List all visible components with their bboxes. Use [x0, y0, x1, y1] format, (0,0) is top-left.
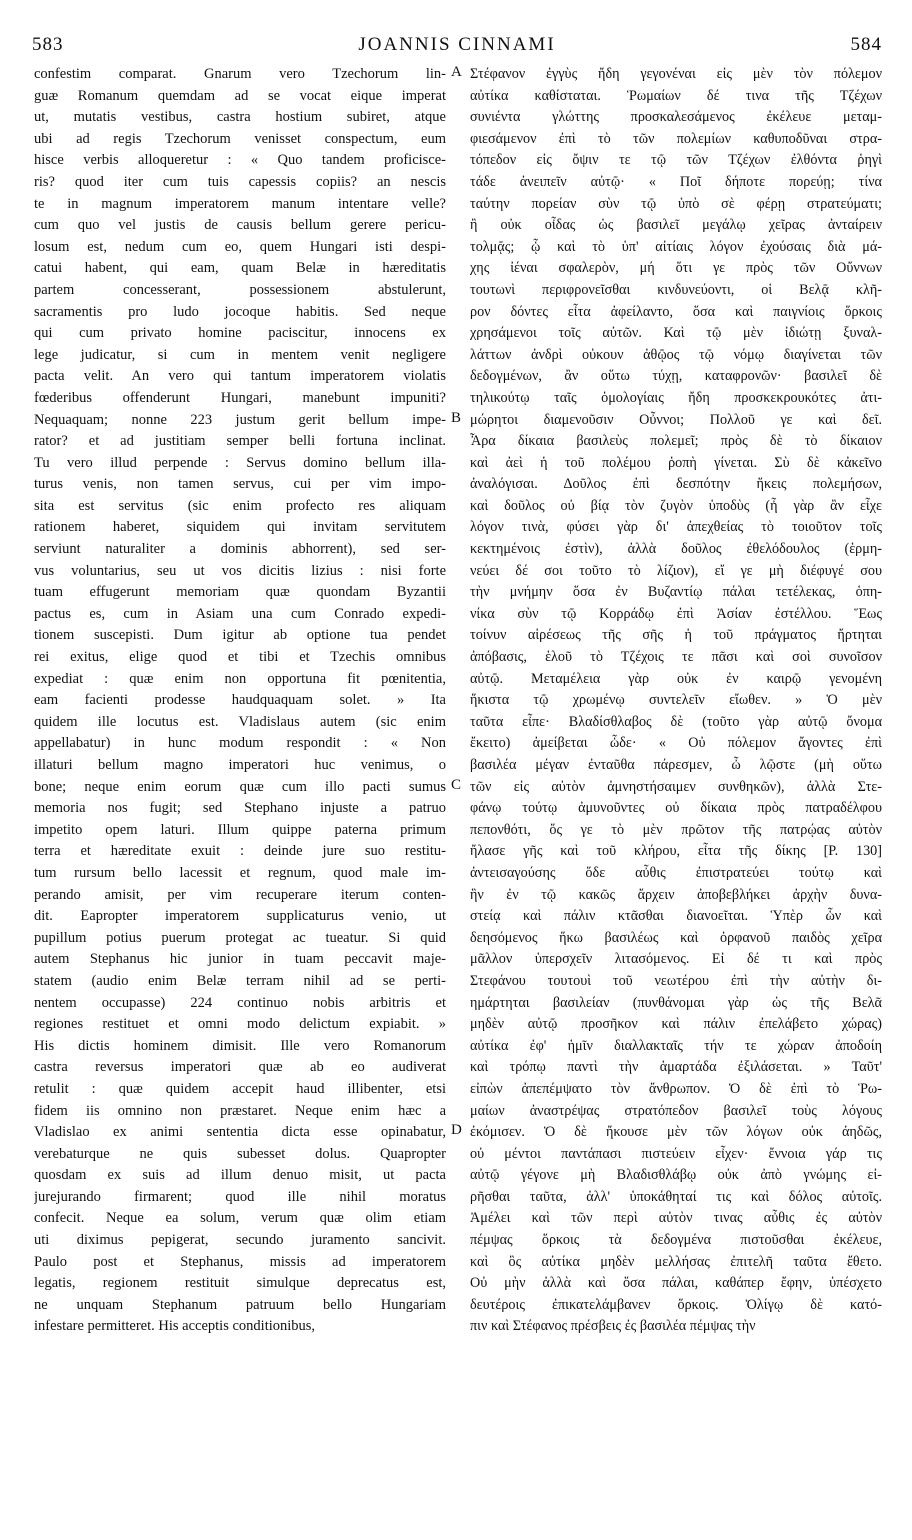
text-line: lege judicatur, si cum in mentem venit negligere: [34, 346, 446, 363]
text-line: sacramentis pro ludo jocoque habitis. Sed neque: [34, 303, 446, 320]
text-line: cum quo vel justis de causis bellum gerere pericu-: [34, 217, 446, 234]
text-line: τηλικούτῳ ταῖς ὁμολογίαις ἤδη προσκεκρουκότες ἀτι-: [470, 389, 882, 406]
text-line: φιεσάμενον ἐπὶ τὸ τῶν πολεμίων καθυποδῦναι στρα-: [470, 130, 882, 147]
text-line: appellabatur) in hunc modum respondit : « Non: [34, 735, 446, 752]
text-line: regiones restituet et omni modo delictum expiabit. »: [34, 1016, 446, 1033]
text-line: pactus es, cum in Asiam una cum Conrado expedi-: [34, 605, 446, 622]
text-line: αὐτίκα καθίσταται. Ῥωμαίων δέ τινα τῆς Τζέχων: [470, 87, 882, 104]
text-line: ἐκόμισεν. Ὁ δὲ ἤκουσε μὲν τῶν λόγων οὐκ ἀηδῶς,: [470, 1124, 882, 1141]
text-line: te in magnum imperatorem manum intentare velle?: [34, 195, 446, 212]
text-line: ρον δόντες εἶτα ἀφείλαντο, ὅσα καὶ παιγνίοις ὅρκοις: [470, 303, 882, 320]
text-line: φάνῳ τούτῳ ἀμυνοῦντες οὐ δίκαια πρὸς πατραδέλφου: [470, 800, 882, 817]
text-line: συνιέντα γλώττης προσκαλεσάμενος ἐκέλευε μεταμ-: [470, 109, 882, 126]
text-line: jurejurando firmarent; quod ille nihil moratus: [34, 1188, 446, 1205]
text-line: retulit : quæ quidem accepit haud illibenter, etsi: [34, 1080, 446, 1097]
text-line: eam facienti prodesse haudquaquam solet. » Ita: [34, 692, 446, 709]
text-line: Vladislao ex animi sententia dicta esse opinabatur,: [34, 1124, 446, 1141]
text-line: πεπονθότι, ὅς γε τὸ μὲν πρῶτον τῆς πατρῴας αὐτὸν: [470, 821, 882, 838]
text-line: bone; neque enim eorum quæ cum illo pacti sumus: [34, 778, 446, 795]
text-line: ἀπόβασις, ἑλοῦ τὸ Τζέχοις τε πᾶσι καὶ σοὶ συνοῖσον: [470, 649, 882, 666]
text-line: ut, mutatis vestibus, castra hostium subiret, atque: [34, 109, 446, 126]
text-line: dit. Eapropter imperatorem supplicaturus venio, ut: [34, 908, 446, 925]
text-line: expediat : quæ enim non opportuna fit pœnitentia,: [34, 670, 446, 687]
text-line: pacta velit. An vero qui tantum imperatorem violatis: [34, 368, 446, 385]
text-line: τουτωνὶ περιφρονεῖσθαι κινδυνεύοντι, οἱ Βελᾷ κλῆ-: [470, 281, 882, 298]
page-header: [32, 34, 882, 64]
text-line: tum rursum bello lacessit et regnum, quod male im-: [34, 864, 446, 881]
margin-marker-c: C: [451, 777, 462, 793]
text-line: Ἀμέλει καὶ τῶν περὶ αὐτὸν τινας αὖθις ἐς αὐτὸν: [470, 1210, 882, 1227]
text-line: εἰπὼν ἀπεπέμψατο τὸν ἄνθρωπον. Ὁ δὲ ἐπὶ τὸ Ῥω-: [470, 1080, 882, 1097]
text-line: τάδε ἀνειπεῖν αὐτῷ· « Ποῖ δήποτε πορεύῃ; τίνα: [470, 173, 882, 190]
greek-column: [470, 64, 882, 1338]
text-line: στείᾳ καὶ πάλιν κτᾶσθαι διανοεῖται. Ὑπὲρ ὧν καὶ: [470, 908, 882, 925]
text-line: μᾶλλον ὑπερσχεῖν λιτασόμενος. Εἰ δέ τι καὶ πρὸς: [470, 951, 882, 968]
text-line: τόπεδον εἰς ὄψιν τε τῷ τῶν Τζέχων ἐλθόντα ῥηγὶ: [470, 152, 882, 169]
text-line: ρῆσθαι ταῦτα, ἀλλ' ὑποκάθηταί τις καὶ δόλος αὐτοῖς.: [470, 1188, 882, 1205]
text-line: pupillum potius puerum protegat ac tueatur. Si quid: [34, 929, 446, 946]
text-line: ἔκειτο) ἀμείβεται ὧδε· « Οὐ πόλεμον ἄγοντες ἐπὶ: [470, 735, 882, 752]
text-line: καὶ ὃς αὐτίκα μηδὲν μελλήσας ἐπιτελῆ ταῦτα ἔθετο.: [470, 1253, 882, 1270]
text-line: nentem occupasse) 224 continuo nobis arbitris et: [34, 994, 446, 1011]
text-line: μηδὲν αὐτῷ προσῆκον καὶ πάλιν ἐπελάβετο χώρας): [470, 1016, 882, 1033]
text-line: οὐ μέντοι παντάπασι πιστεύειν εἶχεν· ἔννοια γάρ τις: [470, 1145, 882, 1162]
text-line: αὐτῷ γέγονε μὴ Βλαδισθλάβῳ οὐκ ἀπὸ γνώμης εἰ-: [470, 1167, 882, 1184]
text-line: rei exitus, elige quod et tibi et Tzechis omnibus: [34, 649, 446, 666]
text-line: rator? et ad justitiam semper belli fortuna inclinat.: [34, 433, 446, 450]
text-line: τὴν μνήμην ὅσα ἐν Βυζαντίῳ πάλαι τετέλεκας, ὁπη-: [470, 584, 882, 601]
text-line: ne unquam Stephanum patruum bello Hungariam: [34, 1296, 446, 1313]
page-number-left: 583: [32, 34, 64, 55]
text-line: ταῦτα εἶπε· Βλαδίσθλαβος δὲ (τοῦτο γὰρ αὐτῷ ὄνομα: [470, 713, 882, 730]
latin-column: [34, 64, 446, 1338]
text-line: ἤλασε γῆς καὶ τοῦ κλήρου, εἶτα τῆς δίκης [P. 130]: [470, 843, 882, 860]
text-line: terra et hæreditate exuit : deinde jure suo restitu-: [34, 843, 446, 860]
text-line: ἀντεισαγούσης ὅδε αὖθις ἐπιστρατεύει τούτῳ καὶ: [470, 864, 882, 881]
text-line: καὶ δοῦλος οὐ βίᾳ τὸν ζυγὸν ὑποδὺς (ἦ γὰρ ἂν εἶχε: [470, 497, 882, 514]
text-line: κεκτημένοις ἐστὶν), ἀλλὰ δοῦλος ἐθελόδουλος (ἑρμη-: [470, 541, 882, 558]
text-line: Ἆρα δίκαια βασιλεὺς πολεμεῖ; πρὸς δὲ τὸ δίκαιον: [470, 433, 882, 450]
text-line: guæ Romanum quemdam ad se vocat eique imperat: [34, 87, 446, 104]
text-line: quosdam ex suis ad illum denuo misit, ut pacta: [34, 1167, 446, 1184]
text-line: χης ἰέναι σφαλερὸν, μή ὅτι γε πρὸς τῶν Οὔννων: [470, 260, 882, 277]
text-line: fidem iis omnino non præstaret. Neque enim hæc a: [34, 1102, 446, 1119]
text-line: ἢ οὐκ οἶδας ὡς βασιλεῖ μεγάλῳ χεῖρας ἀνταίρειν: [470, 217, 882, 234]
text-line: τῶν εἰς αὐτὸν ἀμνηστήσαιμεν συνθηκῶν), ἀλλὰ Στε-: [470, 778, 882, 795]
text-line: partem concesserant, possessionem abstulerunt,: [34, 281, 446, 298]
text-line: impetito opem laturi. Illum quippe paterna primum: [34, 821, 446, 838]
text-line: Στεφάνου τουτουὶ τοῦ νεωτέρου ἐπὶ τὴν αὐτὴν δι-: [470, 972, 882, 989]
text-line: λόγον τινὰ, φύσει γὰρ δι' ἀπεχθείας τὸ τοιοῦτον τοῖς: [470, 519, 882, 536]
text-line: ubi ad regis Tzechorum venisset conspectum, eum: [34, 130, 446, 147]
text-line: illaturi bellum magno imperatori huc venimus, o: [34, 757, 446, 773]
text-line: Nequaquam; nonne 223 justum gerit bellum impe-: [34, 411, 446, 428]
page-number-right: 584: [850, 34, 882, 55]
text-line: tuam effugerunt memoriam quæ quondam Byzantii: [34, 584, 446, 601]
text-line: quidem ille locutus est. Vladislaus autem (sic enim: [34, 713, 446, 730]
text-line: losum est, nedum cum eo, quem Hungari isti despi-: [34, 238, 446, 255]
text-line: hisce verbis alloqueretur : « Quo tandem proficisce-: [34, 152, 446, 169]
text-line: serviunt naturaliter a dominis abhorrent), sed ser-: [34, 541, 446, 558]
text-line: καὶ ἀεὶ ἡ τοῦ πολέμου ῥοπὴ γίνεται. Σὺ δὲ κἀκεῖνο: [470, 454, 882, 471]
text-line: δευτέροις ἐπικατελάμβανεν ὅρκοις. Ὀλίγῳ δὲ κατό-: [470, 1296, 882, 1313]
text-line: χρησάμενοι τοῖς αὐτῶν. Καὶ τῷ μὲν ἰδιώτῃ ξυναλ-: [470, 325, 882, 342]
text-line: vus voluntarius, seu ut vos dicitis lizius : nisi forte: [34, 562, 446, 579]
text-line: ταύτην πορείαν σὺν τῷ ὑπὸ σὲ φέρῃ στρατεύματι;: [470, 195, 882, 212]
text-line: verebaturque ne quis subesset dolus. Quapropter: [34, 1145, 446, 1162]
running-head: JOANNIS CINNAMI: [358, 34, 556, 55]
text-line: τολμᾷς; ᾧ καὶ τὸ ὑπ' αἰτίαις λόγον ἐχούσαις διὰ μά-: [470, 238, 882, 255]
text-line: μώρητοι διαμενοῦσιν Οὖννοι; Πολλοῦ γε καὶ δεῖ.: [470, 411, 882, 428]
text-line: memoria nos fugit; sed Stephano injuste a patruo: [34, 800, 446, 817]
text-line: castra reversus imperatori quæ ab eo audiverat: [34, 1059, 446, 1076]
text-line: δεησόμενος ἥκω βασιλέως καὶ ὀρφανοῦ παιδὸς χεῖρα: [470, 929, 882, 946]
text-line: ris? quod iter cum tuis capessis copiis? an nescis: [34, 173, 446, 190]
text-line: Tu vero illud perpende : Servus domino bellum illa-: [34, 454, 446, 471]
text-line: statem (audio enim Belæ terram nihil ad se perti-: [34, 972, 446, 989]
text-line: turus venis, non tamen servus, cui per vim impo-: [34, 476, 446, 493]
text-line: ημάρτηται βασιλείαν (πυνθάνομαι γὰρ ὡς τῆς Βελᾶ: [470, 994, 882, 1011]
text-line: rationem haberet, siquidem qui invitam servitutem: [34, 519, 446, 536]
text-line: Στέφανον ἐγγὺς ἤδη γεγονέναι εἰς μὲν τὸν πόλεμον: [470, 66, 882, 82]
margin-marker-a: A: [451, 64, 462, 80]
text-line: ἥκιστα τῷ χρωμένῳ συντελεῖν εἴωθεν. » Ὁ μὲν: [470, 692, 882, 709]
text-line: μαίων ἀναστρέψας στρατόπεδον βασιλεῖ τοὺς λόγους: [470, 1102, 882, 1119]
text-line: fœderibus offenderunt Hungari, manebunt impuniti?: [34, 389, 446, 406]
text-line: perando amisit, per vim recuperare iterum conten-: [34, 886, 446, 903]
text-line: νεύει δέ σοι τοῦτο τὸ λίζιον), εἴ γε μὴ διέφυγέ σου: [470, 562, 882, 579]
text-line: tionem suscepisti. Dum igitur ab optione tua pendet: [34, 627, 446, 644]
text-line: ἣν ἐν τῷ κακῶς ἄρχειν ἀποβεβλήκει ἀρχὴν δυνα-: [470, 886, 882, 903]
text-line: δεδογμένων, ἂν οὕτω τύχῃ, καταφρονῶν· βασιλεῖ δὲ: [470, 368, 882, 385]
text-line: sita est servitus (sic enim profecto res aliquam: [34, 497, 446, 514]
text-line: autem Stephanus hic junior in tuam peccavit maje-: [34, 951, 446, 968]
margin-marker-d: D: [451, 1122, 462, 1138]
text-line: confestim comparat. Gnarum vero Tzechorum lin-: [34, 66, 446, 82]
text-line: ἀναλόγισαι. Δοῦλος ἐπὶ δεσπότην ἥκεις πολεμήσων,: [470, 476, 882, 493]
text-line: πιν καὶ Στέφανος πρέσβεις ἐς βασιλέα πέμψας τὴν: [470, 1318, 756, 1335]
text-line: λάττων ἀνδρὶ οὐκουν ἀθῷος τῷ νόμῳ διαγίνεται τῶν: [470, 346, 882, 363]
text-line: uti diximus pepigerat, secundo juramento sancivit.: [34, 1232, 446, 1249]
text-line: πέμψας ὅρκοις τὰ δεδογμένα πιστοῦσθαι ἐκέλευε,: [470, 1232, 882, 1249]
text-line: αὐτῷ. Μεταμέλεια γὰρ οὐκ ἐν καιρῷ γενομένη: [470, 670, 882, 687]
text-line: catui habent, qui eam, quam Belæ in hæreditatis: [34, 260, 446, 277]
text-line: His dictis hominem dimisit. Ille vero Romanorum: [34, 1037, 446, 1054]
text-line: Οὐ μὴν ἀλλὰ καὶ ὅσα πάλαι, καθάπερ ἔφην, ὑπέσχετο: [470, 1275, 882, 1292]
text-line: confecit. Neque ea solum, verum quæ olim etiam: [34, 1210, 446, 1227]
text-line: βασιλέα μέγαν ἐνταῦθα πάρεσμεν, ὦ λῷστε (μὴ οὕτω: [470, 757, 882, 773]
text-line: καὶ τρόπῳ παντὶ τὴν ἁμαρτάδα ἐξιλάσεται. » Ταῦτ': [470, 1059, 882, 1076]
text-line: qui cum privato homine paciscitur, innocens ex: [34, 325, 446, 342]
text-line: infestare permitteret. His acceptis conditionibus,: [34, 1318, 316, 1335]
text-line: legatis, regionem restituit simulque deprecatus est,: [34, 1275, 446, 1292]
text-line: νίκα σὺν τῷ Κορράδῳ ἐπὶ Ἀσίαν ἐστέλλου. Ἕως: [470, 605, 882, 622]
text-line: τοίνυν αἱρέσεως τῆς σῆς ἡ τοῦ πράγματος ἤρτηται: [470, 627, 882, 644]
text-line: αὐτίκα ἐφ' ἡμῖν διαλλακταῖς τήν τε χώραν ἀποδοίη: [470, 1037, 882, 1054]
text-line: Paulo post et Stephanus, missis ad imperatorem: [34, 1253, 446, 1270]
margin-marker-b: B: [451, 410, 462, 426]
